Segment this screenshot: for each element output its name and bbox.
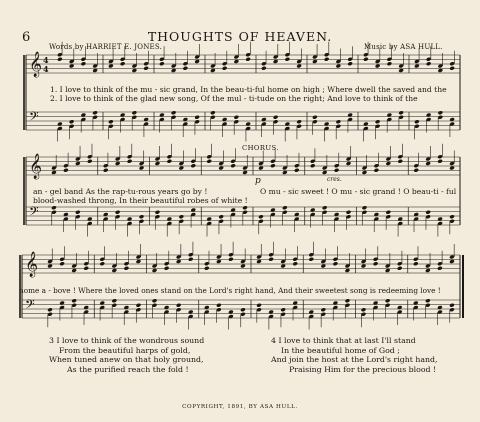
note-head (285, 57, 291, 62)
note-head (362, 205, 368, 210)
note-head (112, 298, 118, 303)
dynamic-crescendo: cres. (327, 176, 342, 183)
note-head (449, 259, 455, 264)
note-head (190, 163, 196, 168)
treble-clef: 𝄞 (25, 252, 39, 277)
verse4-line: And join the host at the Lord's right hand, (271, 355, 438, 365)
note-head (426, 61, 432, 66)
note-head (397, 266, 403, 271)
verse4-stanza (271, 336, 438, 374)
note-head (242, 170, 248, 175)
page-number: 6 (22, 30, 31, 45)
note-head (108, 64, 114, 69)
note-head (273, 59, 279, 64)
treble-clef: 𝄞 (29, 52, 43, 77)
note-head (176, 259, 182, 264)
note-head (438, 110, 444, 115)
note-head (132, 68, 138, 73)
note-head (449, 66, 455, 71)
note-head (57, 57, 63, 62)
verse4-line: 4 I love to think that at last I'll stand (271, 336, 416, 345)
note-head (268, 257, 274, 262)
note-head (321, 307, 327, 312)
note-head (346, 161, 352, 166)
note-head (280, 307, 286, 312)
note-head (414, 119, 420, 124)
system2-verse1-lyric: an - gel band As the rap-tu-rous years go by ! (33, 187, 208, 196)
verse3-line: 3 I love to think of the wondrous sound (49, 336, 205, 345)
note-head (312, 115, 318, 120)
note-head (210, 110, 216, 115)
note-head (413, 261, 419, 266)
note-head (413, 168, 419, 173)
note-head (296, 119, 302, 124)
note-head (112, 268, 118, 273)
note-head (51, 205, 57, 210)
note-head (385, 298, 391, 303)
note-head (374, 168, 380, 173)
note-head (81, 61, 87, 66)
copyright-notice: COPYRIGHT, 1891, BY ASA HULL. (182, 404, 298, 410)
note-head (206, 159, 212, 164)
note-head (425, 268, 431, 273)
note-head (69, 119, 75, 124)
verse4-line: In the beautiful home of God ; (281, 345, 400, 355)
system2-chorus-lyric: O mu - sic sweet ! O mu - sic grand ! O beau-ti - ful (260, 187, 457, 196)
note-head (375, 64, 381, 69)
note-head (75, 210, 81, 215)
note-head (322, 205, 328, 210)
note-head (120, 61, 126, 66)
time-signature-bottom: 4 (43, 64, 49, 74)
note-head (245, 57, 251, 62)
note-head (240, 264, 246, 269)
system3-lyric: home a - bove ! Where the loved ones stand on the Lord's right hand, And their sweetest song is redeeming love ! (19, 286, 441, 295)
note-head (425, 298, 431, 303)
treble-clef: 𝄞 (29, 154, 43, 179)
note-head (256, 303, 262, 308)
verse4-line: Praising Him for the precious blood ! (289, 364, 437, 374)
note-head (361, 264, 367, 269)
system1-verse1-lyric: 1. I love to think of the mu - sic grand, In the beau-ti-ful home on high ; Where dwell the saved and the (50, 85, 447, 94)
note-head (345, 268, 351, 273)
note-head (425, 210, 431, 215)
note-head (273, 115, 279, 120)
note-head (230, 163, 236, 168)
note-head (204, 266, 210, 271)
note-head (176, 303, 182, 308)
music-credit: Music by ASA HULL. (364, 43, 443, 51)
note-head (398, 110, 404, 115)
note-head (334, 168, 340, 173)
note-head (240, 307, 246, 312)
note-head (258, 166, 264, 171)
note-head (242, 205, 248, 210)
verse3-stanza (49, 336, 204, 374)
note-head (132, 110, 138, 115)
note-head (103, 168, 109, 173)
note-head (179, 166, 185, 171)
note-head (438, 68, 444, 73)
note-head (171, 68, 177, 73)
note-head (59, 261, 65, 266)
note-head (115, 161, 121, 166)
bass-clef: 𝄢 (29, 109, 39, 127)
note-head (308, 257, 314, 262)
note-head (75, 161, 81, 166)
note-head (449, 214, 455, 219)
note-head (361, 307, 367, 312)
note-head (218, 214, 224, 219)
note-head (363, 57, 369, 62)
note-head (310, 163, 316, 168)
note-head (143, 66, 149, 71)
note-head (167, 159, 173, 164)
note-head (270, 163, 276, 168)
note-head (108, 119, 114, 124)
note-head (234, 115, 240, 120)
note-head (414, 64, 420, 69)
note-head (188, 257, 194, 262)
note-head (397, 159, 403, 164)
note-head (346, 210, 352, 215)
note-head (127, 159, 133, 164)
note-head (425, 161, 431, 166)
note-head (373, 261, 379, 266)
note-head (159, 61, 165, 66)
note-head (386, 161, 392, 166)
note-head (234, 59, 240, 64)
note-head (92, 110, 98, 115)
note-head (437, 159, 443, 164)
note-head (47, 307, 53, 312)
note-head (375, 119, 381, 124)
note-head (437, 266, 443, 271)
note-head (398, 68, 404, 73)
note-head (321, 264, 327, 269)
note-head (139, 214, 145, 219)
note-head (345, 298, 351, 303)
note-head (387, 61, 393, 66)
note-head (71, 298, 77, 303)
verse3-line: As the purified reach the fold ! (67, 364, 189, 374)
note-head (152, 298, 158, 303)
note-head (312, 59, 318, 64)
note-head (47, 264, 53, 269)
note-head (261, 66, 267, 71)
note-head (99, 261, 105, 266)
note-head (152, 268, 158, 273)
note-head (155, 161, 161, 166)
note-head (282, 170, 288, 175)
system2-verse2-lyric: blood-washed throng, In their beautiful robes of white ! (33, 196, 248, 205)
note-head (136, 303, 142, 308)
note-head (282, 205, 288, 210)
note-head (228, 257, 234, 262)
note-head (324, 57, 330, 62)
note-head (218, 166, 224, 171)
note-head (292, 261, 298, 266)
verse3-line: When tuned anew on that holy ground, (49, 355, 204, 365)
note-head (322, 170, 328, 175)
note-head (449, 166, 455, 171)
note-head (210, 68, 216, 73)
note-head (136, 259, 142, 264)
note-head (69, 64, 75, 69)
note-head (294, 168, 300, 173)
note-head (386, 210, 392, 215)
note-head (83, 266, 89, 271)
bass-clef: 𝄢 (25, 297, 35, 315)
note-head (179, 214, 185, 219)
note-head (296, 64, 302, 69)
note-head (194, 59, 200, 64)
note-head (449, 303, 455, 308)
note-head (183, 66, 189, 71)
note-head (347, 61, 353, 66)
note-head (164, 266, 170, 271)
note-head (171, 110, 177, 115)
dynamic-piano: p (255, 176, 261, 186)
note-head (280, 264, 286, 269)
note-head (385, 268, 391, 273)
note-head (124, 266, 130, 271)
note-head (63, 168, 69, 173)
note-head (362, 170, 368, 175)
verse3-line: From the beautiful harps of gold, (59, 345, 191, 355)
note-head (256, 259, 262, 264)
note-head (258, 214, 264, 219)
note-head (222, 66, 228, 71)
note-head (51, 170, 57, 175)
note-head (139, 166, 145, 171)
note-head (216, 259, 222, 264)
words-credit: Words by HARRIET E. JONES. (49, 43, 163, 51)
note-head (115, 210, 121, 215)
note-head (336, 119, 342, 124)
bass-clef: 𝄢 (29, 204, 39, 222)
system1-verse2-lyric: 2. I love to think of the glad new song, Of the mul - ti-tude on the right; And love to think of the (50, 94, 418, 103)
time-signature-top: 4 (43, 55, 49, 65)
note-head (194, 115, 200, 120)
note-head (216, 303, 222, 308)
chorus-label: CHORUS. (242, 144, 279, 152)
note-head (92, 68, 98, 73)
hymn-title: THOUGHTS OF HEAVEN. (147, 29, 333, 44)
note-head (333, 261, 339, 266)
note-head (336, 64, 342, 69)
note-head (71, 268, 77, 273)
note-head (155, 210, 161, 215)
note-head (87, 159, 93, 164)
